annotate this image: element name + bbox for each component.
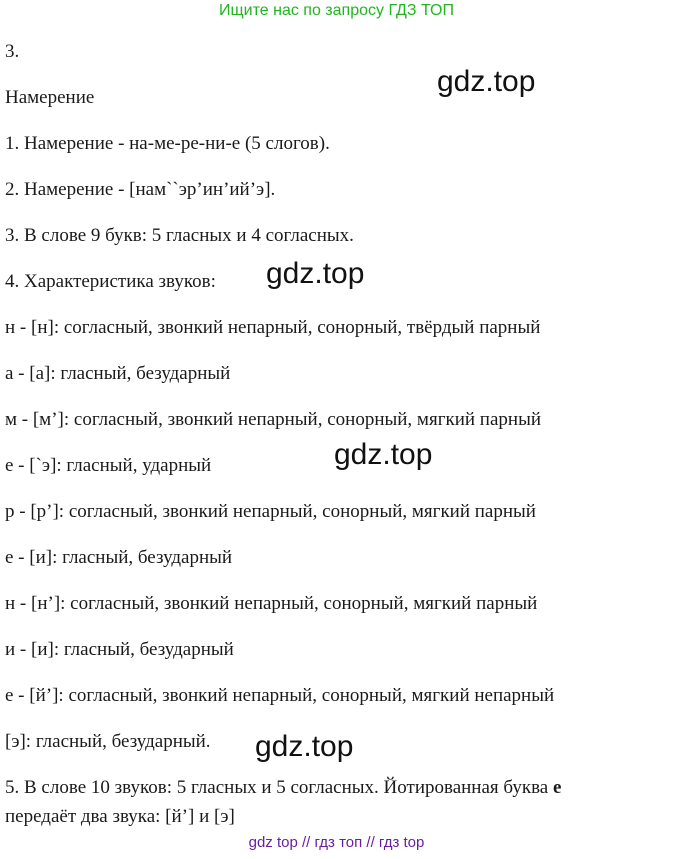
watermark: gdz.top xyxy=(437,65,536,98)
watermark: gdz.top xyxy=(255,730,354,763)
summary-line-1 xyxy=(5,776,561,800)
sound-line: е - [и]: гласный, безударный xyxy=(5,547,233,568)
item-letters: 3. В слове 9 букв: 5 гласных и 4 согласных. xyxy=(5,225,354,246)
sound-line: е - [`э]: гласный, ударный xyxy=(5,455,212,476)
word-title: Намерение xyxy=(5,87,95,108)
sound-line: и - [и]: гласный, безударный xyxy=(5,639,234,660)
item-transcription: 2. Намерение - [нам``эр’ин’ий’э]. xyxy=(5,179,276,200)
sound-line: р - [р’]: согласный, звонкий непарный, сонорный, мягкий парный xyxy=(5,501,536,522)
sound-line: н - [н’]: согласный, звонкий непарный, сонорный, мягкий парный xyxy=(5,593,538,614)
summary-text: 5. В слове 10 звуков: 5 гласных и 5 согласных. Йотированная буква xyxy=(5,777,553,798)
item-characteristics-heading: 4. Характеристика звуков: xyxy=(5,271,216,292)
watermark: gdz.top xyxy=(266,257,365,290)
task-number: 3. xyxy=(5,41,20,62)
sound-line: а - [а]: гласный, безударный xyxy=(5,363,231,384)
watermark: gdz.top xyxy=(334,438,433,471)
bottom-banner: gdz top // гдз топ // гдз top xyxy=(248,834,425,851)
sound-line: н - [н]: согласный, звонкий непарный, сонорный, твёрдый парный xyxy=(5,317,541,338)
summary-bold-letter: е xyxy=(552,777,562,798)
summary-line-2: передаёт два звука: [й’] и [э] xyxy=(5,806,235,827)
sound-line: [э]: гласный, безударный. xyxy=(5,731,211,752)
top-banner: Ищите нас по запросу ГДЗ ТОП xyxy=(219,2,454,19)
sound-line: е - [й’]: согласный, звонкий непарный, сонорный, мягкий непарный xyxy=(5,685,555,706)
item-syllables: 1. Намерение - на-ме-ре-ни-е (5 слогов). xyxy=(5,133,330,154)
sound-line: м - [м’]: согласный, звонкий непарный, сонорный, мягкий парный xyxy=(5,409,542,430)
